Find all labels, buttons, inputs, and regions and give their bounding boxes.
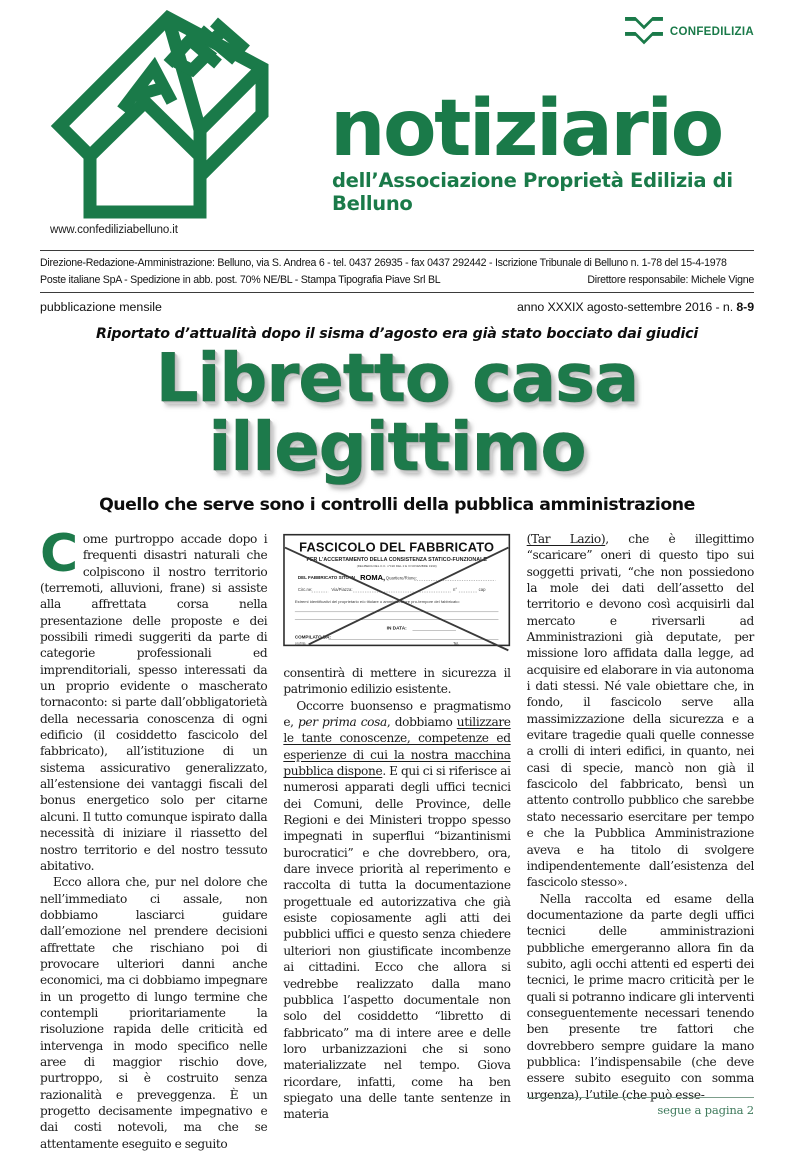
text-run: , che è illegittimo “scaricare” oneri di questo tipo sui soggetti privati, “che non possiedono la mole dei dati dell’assetto del territorio e devono così acquisirli dal mercato e riversarli ad Amministrazioni già deputate, per missione loro affidata dalla legge, ad acquisire ed elaborare in via autonoma i dati stessi. Né vale obiettare che, in fondo, il fascicolo serve alla massimizzazione della sicurezza e a evitare tragedie quali quelle connesse a crolli di interi edifici, in quanto, nei casi di specie, mancò non già il fascicolo del fabbricato, bensì un attento controllo pubblico che sarebbe stato necessario esercitare per tempo e che la Pubblica Amministrazione aveva e ha titolo di svolgere indipendentemente dall’esistenza del fascicolo stesso». (526, 531, 754, 890)
confedilizia-wordmark: CONFEDILIZIA (669, 26, 754, 38)
publication-subtitle: dell’Associazione Proprietà Edilizia di Belluno (332, 169, 733, 216)
website-url[interactable]: www.confediliziabelluno.it (50, 224, 178, 236)
imprint-line-2 (40, 272, 754, 289)
subheadline: Quello che serve sono i controlli della pubblica amministrazione (99, 494, 695, 515)
publication-title: notiziario (330, 84, 722, 174)
ape-house-logo-icon (50, 6, 280, 224)
svg-text:ROMA,: ROMA, (360, 573, 386, 583)
confedilizia-logo (623, 15, 754, 49)
text-run-italic: per prima cosa (297, 715, 387, 729)
paragraph: consentirà di mettere in sicurezza il patrimonio edilizio esistente. (283, 665, 511, 697)
nameplate-block (330, 84, 754, 216)
article-column-2 (283, 531, 510, 1121)
svg-text:Circ.ne:: Circ.ne: (298, 587, 313, 593)
issue-details (517, 300, 754, 314)
issue-number: 8-9 (736, 300, 754, 315)
svg-text:FASCICOLO DEL FABBRICATO: FASCICOLO DEL FABBRICATO (299, 539, 495, 555)
text-run: . E qui ci si riferisce ai numerosi apparati degli uffici tecnici dei Comuni, delle Province, delle Regioni e dei Ministeri troppo spesso impegnati in superflui “bizantinismi burocratici” e che dovrebbero, ora, dare invece priorità al reperimento e raccolta di tutta la documentazione progettuale ed autorizzativa che già esiste copiosamente agli atti dei pubblici uffici e questo senza chiedere ulteriori non giustificate incombenze ai cittadini. Ecco che allora si vedrebbe realizzato dalla mano pubblica l’aspetto documentale non solo del cosiddetto “libretto di fabbricato” ma di intere aree e delle loro urbanizzazioni che si sono materializzate nel tempo. Giova ricordare, infatti, come ha ben spiegato una delle tante sentenze in materia (283, 764, 511, 1122)
paragraph: Come purtroppo accade dopo i frequenti disastri naturali che colpiscono il nostro territorio (terremoti, alluvioni, frane) si assiste alla affrettata corsa nella presentazione delle proposte e dei possibili rimedi suggeriti da parte di categorie professionali ed imprenditoriali, spesso interessati da un proprio evidente o mascherato tornaconto: si parte dall’obbligatorietà della necessaria conoscenza di ogni edificio (il cosiddetto fascicolo del fabbricato), all’istituzione di un sistema assicurativo generalizzato, all’estensione dei vantaggi fiscali del bonus energetico solo per citarne alcuni. Il tutto comunque ispirato dalla necessità di iniziare il riassetto del nostro territorio e del nostro tessuto abitativo. (40, 523, 268, 873)
article-column-1 (40, 523, 268, 1151)
imprint-line-1: Direzione-Redazione-Amministrazione: Belluno, via S. Andrea 6 - tel. 0437 26935 - fax 0437 292442 - Iscrizione Tribunale di Belluno n. 1-78 del 15-4-1978 (40, 257, 727, 269)
svg-text:DEL FABBRICATO SITO IN: DEL FABBRICATO SITO IN (298, 575, 356, 581)
svg-text:(DELIBERA DEL C.C. n°190 DEL 2: (DELIBERA DEL C.C. n°190 DEL 2 E 3 NOVEMBRE 1999) (357, 563, 437, 568)
fascicolo-form-figure (283, 533, 510, 655)
imprint-director: Direttore responsabile: Michele Vigne (587, 274, 754, 287)
publication-frequency: pubblicazione mensile (40, 300, 162, 315)
continued-divider (527, 1097, 754, 1098)
text-run: Occorre buonsenso e pragmatismo e, (283, 698, 511, 729)
imprint-postal: Poste italiane SpA - Spedizione in abb. post. 70% NE/BL - Stampa Tipografia Piave Srl BL (40, 274, 441, 287)
svg-text:Quartiere/Rione:: Quartiere/Rione: (386, 575, 418, 581)
svg-text:cap: cap (479, 587, 486, 593)
svg-text:Tel.: Tel. (453, 640, 460, 646)
svg-text:COMPILATO DA:: COMPILATO DA: (295, 634, 332, 640)
ape-house-logo (50, 6, 280, 224)
imprint-block (40, 251, 754, 292)
confedilizia-chevron-icon (623, 15, 665, 49)
issue-year-date: anno XXXIX agosto-settembre 2016 - n. (517, 300, 737, 315)
headline: Libretto casa illegittimo (155, 339, 639, 486)
kicker: Riportato d’attualità dopo il sisma d’agosto era già stato bocciato dai giudici (96, 326, 698, 343)
svg-text:PER L'ACCERTAMENTO DELLA CONSI: PER L'ACCERTAMENTO DELLA CONSISTENZA STATICO-FUNZIONALE (306, 556, 488, 563)
fascicolo-form-image (283, 533, 510, 655)
paragraph (527, 531, 754, 891)
paragraph: Nella raccolta ed esame della documentazione da parte degli uffici tecnici delle amministrazioni pubbliche emergeranno allora fin da subito, agli occhi attenti ed esperti dei tecnici, le prime macro criticità per le quali si potranno indicare gli interventi conseguentemente necessari tenendo ben presente tre fattori che dovrebbero sempre guidare la mano pubblica: l’indispensabile (che deve essere subito eseguito con somma urgenza), l’utile (che può esse- (526, 891, 754, 1102)
article-columns (40, 523, 754, 1151)
text-run: , dobbiamo (386, 715, 457, 729)
paragraph: Ecco allora che, pur nel dolore che nell’immediato ci assale, non dobbiamo lasciarci guidare dall’emozione nel prendere decisioni affrettate che rischiano poi di provocare ulteriori danni anche economici, ma ci dobbiamo impegnare in un progetto di lungo termine che contempli prioritariamente la risoluzione rapida delle criticità ed intervenga in modo specifico nelle aree di maggior rischio dove, purtroppo, si è costruito senza razionalità e preveggenza. È un progetto decisamente impegnativo e dai costi notevoli, ma che se attentamente eseguito e seguito (40, 875, 268, 1151)
paragraph (283, 698, 510, 1123)
svg-text:n°: n° (453, 587, 458, 593)
continued-label: segue a pagina 2 (657, 1102, 754, 1117)
issue-line (40, 293, 754, 318)
masthead (40, 0, 754, 250)
svg-text:Via/Piazza:: Via/Piazza: (331, 587, 353, 593)
svg-text:Estremi identificativi del pro: Estremi identificativi del proprietario e/o titolare o amministratore pro-tempore del fabbricato: (295, 598, 461, 604)
svg-text:IN DATA:: IN DATA: (386, 626, 408, 632)
svg-text:prof/lla: prof/lla (295, 641, 306, 646)
text-run-underlined: (Tar Lazio) (526, 531, 606, 546)
article-column-3 (527, 531, 754, 1121)
text-run-underlined: utilizzare le tante conoscenze, competenze ed esperienze di cui la nostra macchina pubblica dispone (283, 715, 511, 779)
continued-note (527, 1097, 754, 1117)
